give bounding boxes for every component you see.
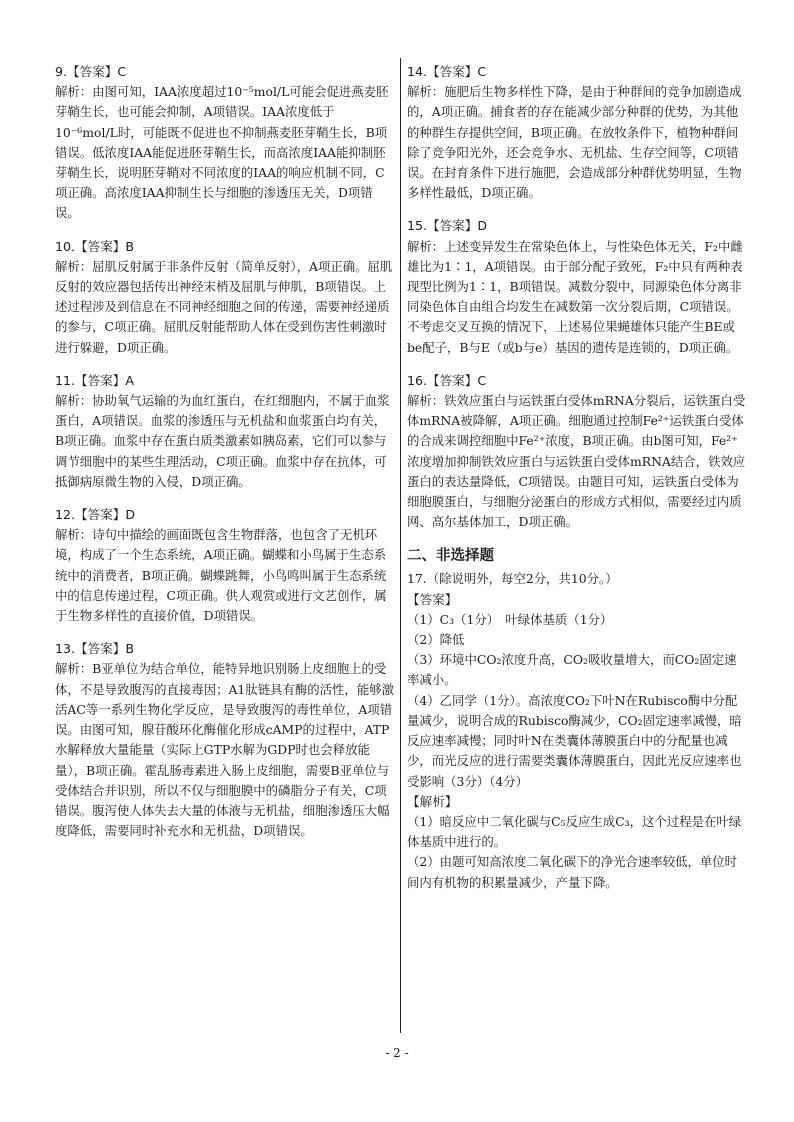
analysis-text: 解析：诗句中描绘的画面既包含生物群落，也包含了无机环境，构成了一个生态系统，A项正确。蝴蝶和小鸟属于生态系统中的消费者，B项正确。蝴蝶跳舞，小鸟鸣叫属于生态系统中的信息传递过程，C项正确。供人观赏或进行文艺创作，属于生物多样性的直接价值，D项错误。 <box>55 527 387 624</box>
analysis-item: （1）暗反应中二氧化碳与C₅反应生成C₃，这个过程是在叶绿体基质中进行的。 <box>407 813 742 850</box>
question-15 <box>407 216 747 357</box>
question-12 <box>55 505 395 626</box>
analysis-text: 解析：铁效应蛋白与运铁蛋白受体mRNA分裂后，运铁蛋白受体mRNA被降解，A项正确。细胞通过控制Fe²⁺运铁蛋白受体的合成来调控细胞中Fe²⁺浓度，B项正确。由b图可知，Fe²⁺浓度增加抑制铁效应蛋白与运铁蛋白受体mRNA结合，铁效应蛋白的表达量降低，C项错误。由题目可知，运铁蛋白受体为细胞膜蛋白，与细胞分泌蛋白的形成方式相似，需要经过内质网、高尔基体加工，D项正确。 <box>407 393 746 530</box>
analysis-text: 解析：施肥后生物多样性下降，是由于种群间的竞争加剧造成的，A项正确。捕食者的存在能减少部分种群的优势，为其他的种群生存提供空间，B项正确。在放牧条件下，植物种群间除了竞争阳光外，还会竞争水、无机盐、生存空间等，C项错误。在封育条件下进行施肥，会造成部分种群优势明显，生物多样性最低，D项正确。 <box>407 84 742 201</box>
analysis-text: 解析：协助氧气运输的为血红蛋白，在红细胞内，不属于血浆蛋白，A项错误。血浆的渗透压与无机盐和血浆蛋白均有关，B项正确。血浆中存在蛋白质类激素如胰岛素，它们可以参与调节细胞中的某些生理活动，C项正确。血浆中存在抗体，可抵御病原微生物的入侵，D项正确。 <box>55 393 390 489</box>
right-column <box>407 62 747 906</box>
question-17-header: 17.（除说明外，每空2分，共10分。） <box>407 571 618 587</box>
question-9 <box>55 62 395 224</box>
answer-item: （4）乙同学（1分）。高浓度CO₂下叶N在Rubisco酶中分配量减少，说明合成的Rubisco酶减少，CO₂固定速率减慢，暗反应速率减慢；同时叶N在类囊体薄膜蛋白中的分配量也减少，而光反应的进行需要类囊体薄膜蛋白，因此光反应速率也受影响（3分）（4分） <box>407 692 742 789</box>
question-16 <box>407 371 747 533</box>
left-column <box>55 62 395 854</box>
answer-line: 16.【答案】C <box>407 372 487 388</box>
answer-line: 10.【答案】B <box>55 238 135 254</box>
analysis-text: 解析：屈肌反射属于非条件反射（简单反射），A项正确。屈肌反射的效应器包括传出神经末梢及屈肌与伸肌，B项错误。上述过程涉及到信息在不同神经细胞之间的传递，需要神经递质的参与，C项正确。屈肌反射能帮助人体在受到伤害性刺激时进行躲避，D项正确。 <box>55 258 393 355</box>
analysis-item: （2）由题可知高浓度二氧化碳下的净光合速率较低，单位时间内有机物的积累量减少，产量下降。 <box>407 854 738 890</box>
answer-item: （1）C₃（1分） 叶绿体基质（1分） <box>407 611 613 627</box>
analysis-text: 解析：B亚单位为结合单位，能特异地识别肠上皮细胞上的受体，不是导致腹泻的直接毒因；A1肽链具有酶的活性，能够激活AC等一系列生物化学反应，是导致腹泻的毒性单位，A项错误。由图可知，腺苷酸环化酶催化形成cAMP的过程中，ATP水解释放大量能量（实际上GTP水解为GDP时也会释放能量），B项正确。霍乱肠毒素进入肠上皮细胞，需要B亚单位与受体结合并识别，所以不仅与细胞膜中的磷脂分子有关，C项错误。腹泻使人体失去大量的体液与无机盐，细胞渗透压大幅度降低，需要同时补充水和无机盐，D项错误。 <box>55 661 394 839</box>
section-title: 二、非选择题 <box>407 548 494 565</box>
answer-item: （3）环境中CO₂浓度升高，CO₂吸收量增大，而CO₂固定速率减小。 <box>407 652 737 688</box>
answer-line: 13.【答案】B <box>55 641 135 657</box>
analysis-text: 解析：上述变异发生在常染色体上，与性染色体无关，F₂中雌雄比为1∶1，A项错误。由于部分配子致死，F₂中只有两种表现型比例为1∶1，B项错误。减数分裂中，同源染色体分离非同染色体自由组合均发生在减数第一次分裂后期，C项错误。不考虑交叉互换的情况下，上述易位果蝇雄体只能产生BE或be配子，B与E（或b与e）基因的遗传是连锁的，D项正确。 <box>407 238 743 355</box>
answer-line: 12.【答案】D <box>55 507 136 523</box>
answer-line: 15.【答案】D <box>407 218 488 234</box>
answer-line: 11.【答案】A <box>55 372 135 388</box>
answer-line: 9.【答案】C <box>55 64 127 79</box>
question-11 <box>55 371 395 492</box>
column-divider <box>400 58 401 1033</box>
question-13 <box>55 639 395 841</box>
answer-line: 14.【答案】C <box>407 64 487 79</box>
analysis-label: 【解析】 <box>407 793 458 809</box>
analysis-text: 解析：由图可知，IAA浓度超过10⁻⁵mol/L可能会促进燕麦胚芽鞘生长，也可能会抑制，A项错误。IAA浓度低于10⁻⁶mol/L时，可能既不促进也不抑制燕麦胚芽鞘生长，B项错误。低浓度IAA能促进胚芽鞘生长，而高浓度IAA能抑制胚芽鞘生长，说明胚芽鞘对不同浓度的IAA的响应机制不同，C项正确。高浓度IAA抑制生长与细胞的渗透压无关，D项错误。 <box>55 84 389 221</box>
question-17 <box>407 569 747 892</box>
question-10 <box>55 237 395 358</box>
page-number: - 2 - <box>385 1046 409 1060</box>
answer-label: 【答案】 <box>407 591 458 607</box>
answer-item: （2）降低 <box>407 632 465 648</box>
question-14 <box>407 62 747 203</box>
